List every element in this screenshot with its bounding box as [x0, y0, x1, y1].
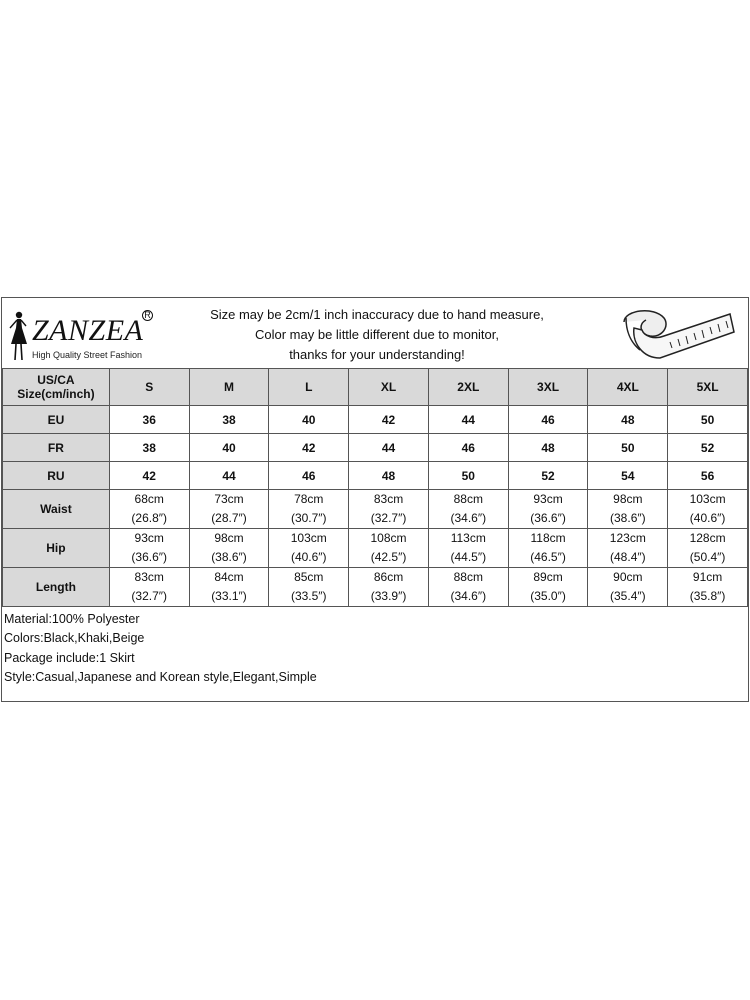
- cm-value: 83cm: [373, 492, 404, 506]
- cm-value: 98cm: [613, 492, 643, 506]
- table-cell: 50: [668, 406, 748, 434]
- table-cell: [588, 490, 668, 529]
- row-label: RU: [3, 462, 110, 490]
- table-cell: 48: [588, 406, 668, 434]
- inch-value: (48.4″): [610, 550, 646, 564]
- table-cell: 36: [109, 406, 189, 434]
- cm-value: 103cm: [689, 492, 726, 506]
- table-cell: [189, 490, 269, 529]
- size-header: 2XL: [428, 369, 508, 406]
- table-cell: 54: [588, 462, 668, 490]
- table-cell: [668, 568, 748, 607]
- inch-value: (34.6″): [450, 511, 487, 525]
- table-cell: 46: [269, 462, 349, 490]
- table-row: [3, 369, 748, 406]
- notice-line: Size may be 2cm/1 inch inaccuracy due to hand measure,: [210, 307, 544, 322]
- inch-value: (40.6″): [689, 511, 726, 525]
- table-cell: [428, 529, 508, 568]
- table-cell: [668, 490, 748, 529]
- inch-value: (35.0″): [530, 589, 566, 603]
- notice-line: thanks for your understanding!: [289, 347, 465, 362]
- table-cell: 38: [189, 406, 269, 434]
- table-cell: 40: [269, 406, 349, 434]
- table-cell: [349, 568, 429, 607]
- table-cell: [109, 568, 189, 607]
- inch-value: (33.9″): [370, 589, 407, 603]
- inch-value: (34.6″): [450, 589, 487, 603]
- table-cell: 48: [508, 434, 588, 462]
- cm-value: 103cm: [290, 531, 327, 545]
- inch-value: (44.5″): [450, 550, 487, 564]
- table-cell: 40: [189, 434, 269, 462]
- cm-value: 93cm: [533, 492, 563, 506]
- cm-value: 91cm: [692, 570, 723, 584]
- table-row: [3, 529, 748, 568]
- inch-value: (35.4″): [610, 589, 646, 603]
- measurement-notice: [192, 305, 562, 365]
- table-cell: 38: [109, 434, 189, 462]
- table-cell: [269, 568, 349, 607]
- cm-value: 86cm: [373, 570, 404, 584]
- table-cell: [269, 490, 349, 529]
- table-row: [3, 462, 748, 490]
- inch-value: (36.6″): [530, 511, 566, 525]
- cm-value: 93cm: [134, 531, 164, 545]
- table-cell: 50: [588, 434, 668, 462]
- cm-value: 84cm: [214, 570, 244, 584]
- size-header: M: [189, 369, 269, 406]
- table-cell: [269, 529, 349, 568]
- inch-value: (35.8″): [689, 589, 726, 603]
- inch-value: (32.7″): [370, 511, 407, 525]
- table-cell: [588, 529, 668, 568]
- table-cell: [588, 568, 668, 607]
- cm-value: 88cm: [453, 492, 483, 506]
- size-header: S: [109, 369, 189, 406]
- size-header: XL: [349, 369, 429, 406]
- table-row: [3, 568, 748, 607]
- table-cell: [508, 490, 588, 529]
- cm-value: 98cm: [214, 531, 244, 545]
- inch-value: (42.5″): [370, 550, 407, 564]
- detail-style: Style:Casual,Japanese and Korean style,Elegant,Simple: [4, 669, 317, 684]
- registered-mark: R: [142, 310, 153, 321]
- brand-logo: [6, 306, 156, 362]
- cm-value: 88cm: [453, 570, 483, 584]
- table-cell: 44: [189, 462, 269, 490]
- cm-value: 113cm: [450, 531, 486, 545]
- row-label: FR: [3, 434, 110, 462]
- table-cell: 42: [349, 406, 429, 434]
- inch-value: (40.6″): [290, 550, 327, 564]
- inch-value: (36.6″): [131, 550, 168, 564]
- table-row: [3, 490, 748, 529]
- inch-value: (33.1″): [211, 589, 247, 603]
- brand-name: ZANZEA: [32, 314, 144, 347]
- woman-silhouette-icon: [6, 310, 30, 362]
- size-label-cell: [3, 369, 110, 406]
- table-cell: 42: [109, 462, 189, 490]
- table-cell: [109, 529, 189, 568]
- table-row: [3, 406, 748, 434]
- table-cell: 48: [349, 462, 429, 490]
- table-cell: 44: [428, 406, 508, 434]
- size-table: [2, 368, 748, 607]
- row-label: Hip: [3, 529, 110, 568]
- detail-colors: Colors:Black,Khaki,Beige: [4, 631, 145, 646]
- cm-value: 68cm: [134, 492, 164, 506]
- row-label: Length: [3, 568, 110, 607]
- cm-value: 85cm: [294, 570, 324, 584]
- table-cell: 46: [508, 406, 588, 434]
- notice-line: Color may be little different due to monitor,: [255, 327, 499, 342]
- table-cell: 44: [349, 434, 429, 462]
- table-cell: 52: [508, 462, 588, 490]
- table-cell: [109, 490, 189, 529]
- header-label-line: US/CA: [37, 373, 75, 387]
- cm-value: 73cm: [214, 492, 244, 506]
- cm-value: 128cm: [689, 531, 726, 545]
- table-cell: [428, 490, 508, 529]
- cm-value: 118cm: [530, 531, 566, 545]
- table-cell: 50: [428, 462, 508, 490]
- inch-value: (26.8″): [131, 511, 168, 525]
- header-label-line: Size(cm/inch): [17, 387, 95, 401]
- inch-value: (38.6″): [610, 511, 646, 525]
- row-label: Waist: [3, 490, 110, 529]
- size-header: 4XL: [588, 369, 668, 406]
- detail-material: Material:100% Polyester: [4, 612, 140, 626]
- chart-header: [2, 298, 748, 369]
- table-cell: [349, 529, 429, 568]
- size-chart: [1, 297, 749, 702]
- inch-value: (32.7″): [131, 589, 168, 603]
- table-cell: [428, 568, 508, 607]
- cm-value: 108cm: [370, 531, 407, 545]
- size-header: 3XL: [508, 369, 588, 406]
- table-cell: 52: [668, 434, 748, 462]
- table-row: [3, 434, 748, 462]
- inch-value: (30.7″): [290, 511, 327, 525]
- table-cell: 56: [668, 462, 748, 490]
- table-cell: [668, 529, 748, 568]
- inch-value: (46.5″): [530, 550, 566, 564]
- cm-value: 83cm: [134, 570, 164, 584]
- size-header: 5XL: [668, 369, 748, 406]
- row-label: EU: [3, 406, 110, 434]
- measuring-tape-icon: [614, 302, 742, 364]
- table-cell: [189, 568, 269, 607]
- inch-value: (33.5″): [290, 589, 327, 603]
- cm-value: 90cm: [613, 570, 643, 584]
- inch-value: (50.4″): [689, 550, 726, 564]
- table-cell: [508, 529, 588, 568]
- detail-package: Package include:1 Skirt: [4, 650, 135, 665]
- inch-value: (38.6″): [211, 550, 247, 564]
- table-cell: [349, 490, 429, 529]
- brand-tagline: High Quality Street Fashion: [32, 350, 143, 360]
- table-cell: [189, 529, 269, 568]
- table-cell: [508, 568, 588, 607]
- cm-value: 123cm: [609, 531, 646, 545]
- size-header: L: [269, 369, 349, 406]
- table-cell: 42: [269, 434, 349, 462]
- cm-value: 89cm: [533, 570, 563, 584]
- product-details: [2, 610, 317, 687]
- cm-value: 78cm: [294, 492, 324, 506]
- inch-value: (28.7″): [211, 511, 247, 525]
- table-cell: 46: [428, 434, 508, 462]
